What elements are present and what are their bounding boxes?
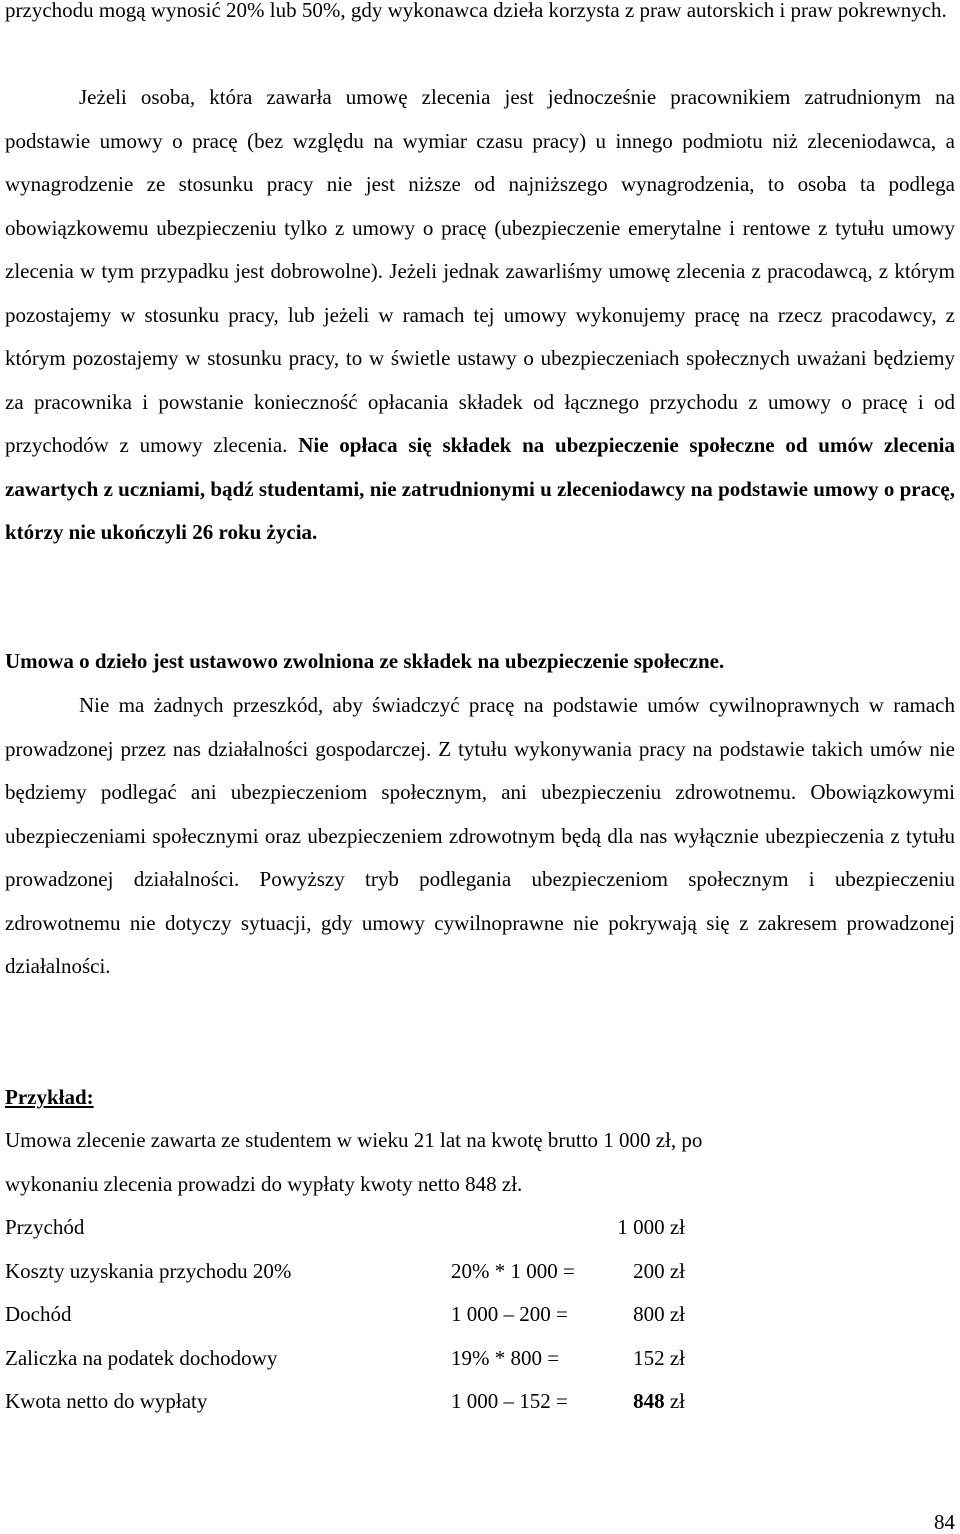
paragraph-contract-work: [5, 640, 955, 684]
calculation-amount: 152 zł: [633, 1346, 685, 1370]
calculation-amount: 200 zł: [633, 1259, 685, 1283]
paragraph-text: Nie ma żadnych przeszkód, aby świadczyć pracę na podstawie umów cywilnoprawnych w ramach prowadzonej przez nas działalności gospodarczej. Z tytułu wykonywania pracy na podstawie takich umów nie będziemy podlegać ani ubezpieczeniom społecznym, ani ubezpieczeniu zdrowotnemu. Obowiązkowymi ubezpieczeniami społecznymi oraz ubezpieczeniem zdrowotnym będą dla nas wyłącznie ubezpieczenia z tytułu prowadzonej działalności. Powyższy tryb podlegania ubezpieczeniom społecznym i ubezpieczeniu zdrowotnemu nie dotyczy sytuacji, gdy umowy cywilnoprawne nie pokrywają się z zakresem prowadzonej działalności.: [5, 693, 955, 978]
paragraph-contract-employee: [5, 76, 955, 555]
example-text-line: Umowa zlecenie zawarta ze studentem w wieku 21 lat na kwotę brutto 1 000 zł, po: [5, 1128, 703, 1152]
calculation-amount: 1 000 zł: [617, 1215, 685, 1239]
calculation-label: Kwota netto do wypłaty: [5, 1389, 208, 1413]
paragraph-bold-text: Nie opłaca się składek na ubezpieczenie społeczne od umów zlecenia zawartych z uczniami, bądź studentami, nie zatrudnionymi u zleceniodawcy na podstawie umowy o pracę, którzy nie ukończyli 26 roku życia.: [5, 433, 955, 544]
calculation-amount: 800 zł: [633, 1302, 685, 1326]
paragraph-business-activity: [5, 684, 955, 989]
calculation-row: [5, 1380, 955, 1424]
calculation-label: Koszty uzyskania przychodu 20%: [5, 1259, 292, 1283]
calculation-formula: 1 000 – 200 =: [451, 1302, 568, 1326]
calculation-row: [5, 1206, 955, 1250]
paragraph-bold-text: Umowa o dzieło jest ustawowo zwolniona ze składek na ubezpieczenie społeczne.: [5, 649, 725, 673]
calculation-label: Zaliczka na podatek dochodowy: [5, 1346, 278, 1370]
calculation-formula: 20% * 1 000 =: [451, 1259, 575, 1283]
calculation-row: [5, 1250, 955, 1294]
page-number: 84: [934, 1510, 955, 1534]
calculation-label: Przychód: [5, 1215, 85, 1239]
calculation-row: [5, 1293, 955, 1337]
paragraph-text: przychodu mogą wynosić 20% lub 50%, gdy wykonawca dzieła korzysta z praw autorskich i praw pokrewnych.: [5, 0, 947, 22]
calculation-label: Dochód: [5, 1302, 72, 1326]
calculation-formula: 1 000 – 152 =: [451, 1389, 568, 1413]
calculation-row: [5, 1337, 955, 1381]
paragraph-continuation: [5, 0, 955, 33]
paragraph-text: Jeżeli osoba, która zawarła umowę zlecenia jest jednocześnie pracownikiem zatrudnionym na podstawie umowy o pracę (bez względu na wymiar czasu pracy) u innego podmiotu niż zleceniodawca, a wynagrodzenie ze stosunku pracy nie jest niższe od najniższego wynagrodzenia, to osoba ta podlega obowiązkowemu ubezpieczeniu tylko z umowy o pracę (ubezpieczenie emerytalne i rentowe z tytułu umowy zlecenia w tym przypadku jest dobrowolne). Jeżeli jednak zawarliśmy umowę zlecenia z pracodawcą, z którym pozostajemy w stosunku pracy, lub jeżeli w ramach tej umowy wykonujemy pracę na rzecz pracodawcy, z którym pozostajemy w stosunku pracy, to w świetle ustawy o ubezpieczeniach społecznych uważani będziemy za pracownika i powstanie konieczność opłacania składek od łącznego przychodu z umowy o pracę i od przychodów z umowy zlecenia.: [5, 85, 955, 457]
calculation-formula: 19% * 800 =: [451, 1346, 560, 1370]
calculation-amount: 848 zł: [633, 1389, 685, 1413]
example-heading: Przykład:: [5, 1085, 94, 1109]
example-text-line: wykonaniu zlecenia prowadzi do wypłaty kwoty netto 848 zł.: [5, 1172, 523, 1196]
